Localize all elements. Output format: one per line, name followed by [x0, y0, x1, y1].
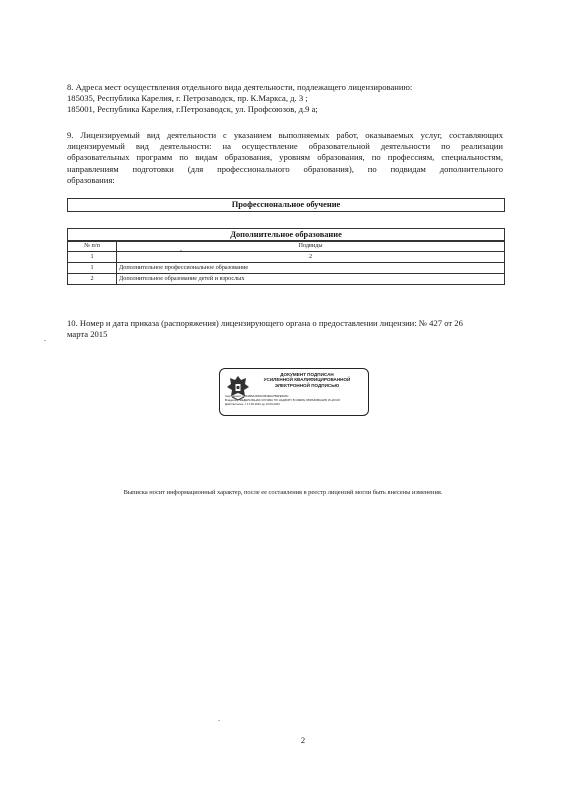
table-cell: 1: [68, 252, 117, 263]
section-8: [67, 82, 503, 116]
stamp-heading-line: УСИЛЕННОЙ КВАЛИФИЦИРОВАННОЙ: [263, 377, 351, 383]
section-9-line: лицензируемый вид деятельности: на осуществление образовательной деятельности по реализации: [67, 141, 503, 152]
scan-speck: [180, 250, 182, 251]
table-cell: 1: [68, 263, 117, 274]
additional-education-title: Дополнительное образование: [67, 228, 505, 242]
section-9-line: направлениям подготовки (для профессионального образования), по подвидам дополнительного: [67, 163, 503, 174]
table-row: [68, 263, 505, 274]
stamp-details: [225, 394, 365, 407]
scan-speck: [44, 340, 46, 341]
address-2: 185001, Республика Карелия, г.Петрозаводск, ул. Профсоюзов, д.9 а;: [67, 104, 318, 115]
table-header-cell: № п/п: [68, 241, 117, 252]
section-9-line: 9. Лицензируемый вид деятельности с указанием выполняемых работ, оказываемых услуг, составляющих: [67, 130, 503, 140]
professional-training-title: Профессиональное обучение: [67, 198, 505, 212]
subtypes-table: [67, 240, 505, 285]
stamp-owner: Владелец: ФЕДЕРАЛЬНАЯ СЛУЖБА ПО НАДЗОРУ В СФЕРЕ ОБРАЗОВАНИЯ И НАУКИ: [225, 398, 340, 403]
table-index-row: [68, 252, 505, 263]
table-cell: 2: [68, 274, 117, 285]
table-header-cell: Подвиды: [117, 241, 505, 252]
table-header-row: [68, 241, 505, 252]
electronic-signature-stamp: [219, 368, 369, 416]
section-8-heading: 8. Адреса мест осуществления отдельного вида деятельности, подлежащего лицензированию:: [67, 82, 413, 92]
section-10: [67, 318, 503, 340]
section-10-line: 10. Номер и дата приказа (распоряжения) лицензирующего органа о предоставлении лицензии: № 427 от 26: [67, 318, 463, 328]
stamp-heading-line: ЭЛЕКТРОННОЙ ПОДПИСЬЮ: [274, 382, 340, 388]
table-row: [68, 274, 505, 285]
scan-speck: [218, 720, 220, 721]
stamp-certificate: Сертификат: 0BF2B6A1D52C653E0A7B9FE5A5C: [225, 394, 289, 398]
section-9-line: образования:: [67, 174, 115, 185]
stamp-heading: [250, 372, 364, 388]
table-cell: 2: [117, 252, 505, 263]
table-cell: Дополнительное профессиональное образование: [117, 263, 505, 274]
disclaimer-note: Выписка носит информационный характер, после ее составления в реестр лицензий могли быть внесены изменения.: [123, 489, 443, 496]
address-1: 185035, Республика Карелия, г. Петрозаводск, пр. К.Маркса, д. 3 ;: [67, 93, 308, 104]
stamp-heading-line: ДОКУМЕНТ ПОДПИСАН: [280, 372, 334, 377]
stamp-validity: Действителен: с 17.06.2022 до 10.09.2023: [225, 402, 280, 407]
section-9: [67, 130, 503, 186]
table-cell: Дополнительное образование детей и взрослых: [117, 274, 505, 285]
section-10-line: марта 2015: [67, 329, 108, 340]
section-9-line: образовательных программ по видам образования, уровням образования, по профессиям, специальностям,: [67, 152, 503, 163]
page-number: 2: [300, 735, 306, 745]
